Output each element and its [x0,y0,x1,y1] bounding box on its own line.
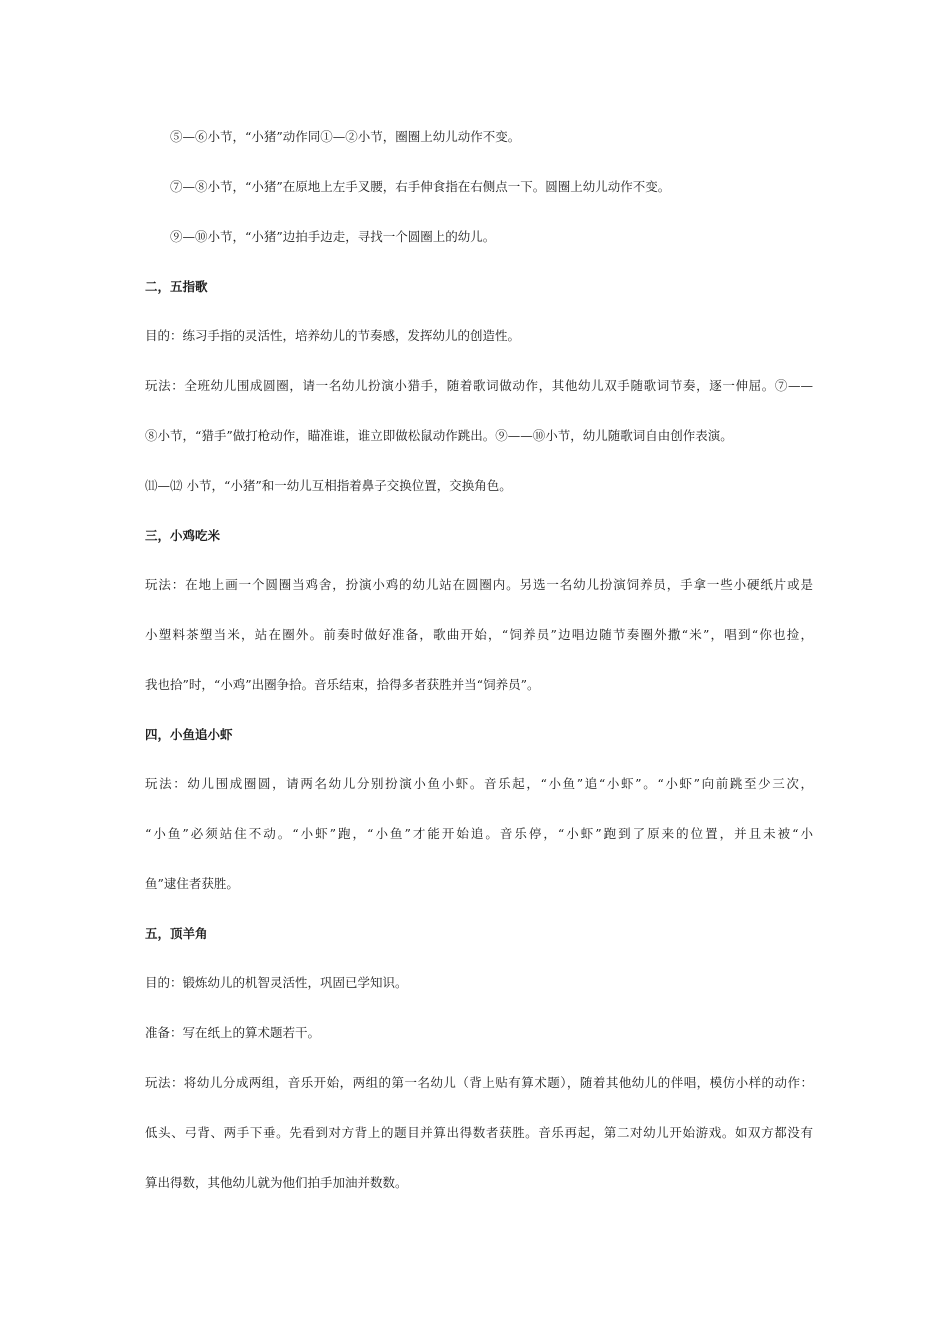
section-heading: 二，五指歌 [145,279,208,294]
paragraph-line: 目的：练习手指的灵活性，培养幼儿的节奏感，发挥幼儿的创造性。 [145,328,521,343]
paragraph-line: 鱼”逮住者获胜。 [145,876,239,891]
section-heading: 五，顶羊角 [145,926,208,941]
section-heading: 三，小鸡吃米 [145,528,221,543]
paragraph-line: ⑤—⑥小节，“小猪”动作同①—②小节，圈圈上幼儿动作不变。 [170,129,521,144]
paragraph-line: 准备：写在纸上的算术题若干。 [145,1025,321,1040]
paragraph-line: 玩法：将幼儿分成两组，音乐开始，两组的第一名幼儿（背上贴有算术题），随着其他幼儿的伴唱，模仿小样的动作： [145,1075,813,1090]
paragraph-line: ⑦—⑧小节，“小猪”在原地上左手叉腰，右手伸食指在右侧点一下。圆圈上幼儿动作不变。 [170,179,671,194]
section-heading: 四，小鱼追小虾 [145,727,233,742]
paragraph-line: 玩法：全班幼儿围成圆圈，请一名幼儿扮演小猎手，随着歌词做动作，其他幼儿双手随歌词节奏，逐一伸屈。⑦—— [145,378,813,393]
paragraph-line: ⑨—⑩小节，“小猪”边拍手边走，寻找一个圆圈上的幼儿。 [170,229,496,244]
paragraph-line: 我也拾”时，“小鸡”出圈争拾。音乐结束，拾得多者获胜并当“饲养员”。 [145,677,540,692]
paragraph-line: “小鱼”必须站住不动。“小虾”跑，“小鱼”才能开始追。音乐停，“小虾”跑到了原来的位置，并且未被“小 [145,826,813,841]
paragraph-line: 目的：锻炼幼儿的机智灵活性，巩固已学知识。 [145,975,408,990]
paragraph-line: ⑧小节，“猎手”做打枪动作，瞄准谁，谁立即做松鼠动作跳出。⑨——⑩小节，幼儿随歌词自由创作表演。 [145,428,733,443]
paragraph-line: 算出得数，其他幼儿就为他们拍手加油并数数。 [145,1175,408,1190]
paragraph-line: 玩法：在地上画一个圆圈当鸡舍，扮演小鸡的幼儿站在圆圈内。另选一名幼儿扮演饲养员，手拿一些小硬纸片或是 [145,577,813,592]
paragraph-line: 低头、弓背、两手下垂。先看到对方背上的题目并算出得数者获胜。音乐再起，第二对幼儿开始游戏。如双方都没有 [145,1125,813,1140]
paragraph-line: 小塑料茶塑当米，站在圈外。前奏时做好准备，歌曲开始，“饲养员”边唱边随节奏圈外撒“米”，唱到“你也捡， [145,627,813,642]
paragraph-line: 玩法：幼儿围成圈圆，请两名幼儿分别扮演小鱼小虾。音乐起，“小鱼”追“小虾”。“小虾”向前跳至少三次， [145,776,813,791]
paragraph-line: ⑾—⑿ 小节，“小猪”和一幼儿互相指着鼻子交换位置，交换角色。 [145,478,512,493]
